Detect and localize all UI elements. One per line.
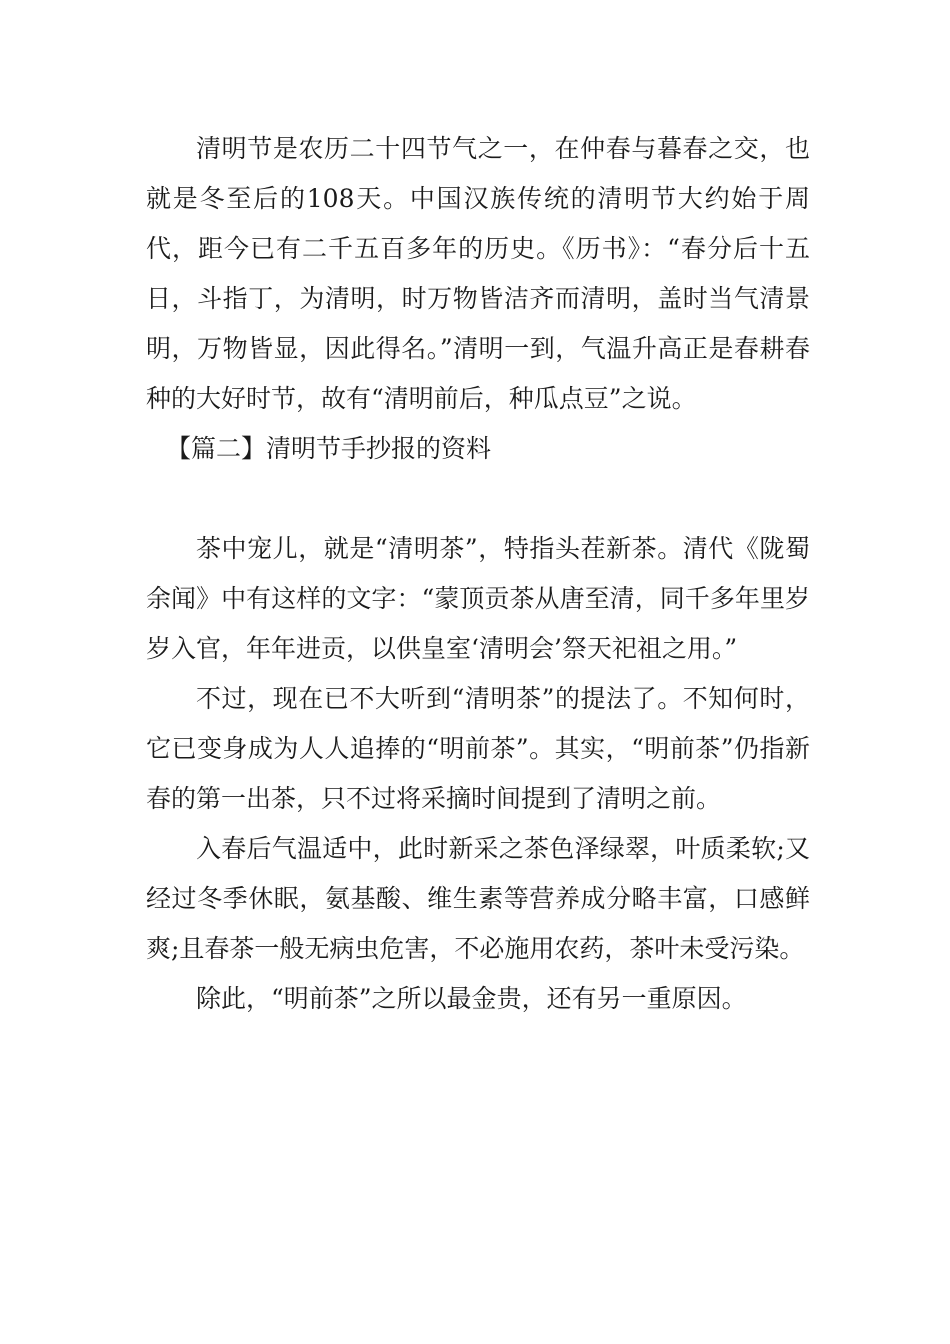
body-paragraph: 不过，现在已不大听到“清明茶”的提法了。不知何时，它已变身成为人人追捧的“明前茶”。其实，“明前茶”仍指新春的第一出茶，只不过将采摘时间提到了清明之前。	[146, 684, 810, 813]
section-heading: 【篇二】清明节手抄报的资料	[166, 434, 492, 463]
document-body	[146, 124, 810, 1024]
body-paragraph: 茶中宠儿，就是“清明茶”，特指头茬新茶。清代《陇蜀余闻》中有这样的文字：“蒙顶贡茶从唐至清，同千多年里岁岁入官，年年进贡，以供皇室‘清明会’祭天祀祖之用。”	[146, 534, 810, 663]
blank-line	[146, 474, 810, 524]
intro-paragraph: 清明节是农历二十四节气之一，在仲春与暮春之交，也就是冬至后的108天。中国汉族传统的清明节大约始于周代，距今已有二千五百多年的历史。《历书》：“春分后十五日，斗指丁，为清明，时万物皆洁齐而清明，盖时当气清景明，万物皆显，因此得名。”清明一到，气温升高正是春耕春种的大好时节，故有“清明前后，种瓜点豆”之说。	[146, 134, 810, 413]
body-paragraph: 除此，“明前茶”之所以最金贵，还有另一重原因。	[196, 984, 747, 1013]
body-paragraph: 入春后气温适中，此时新采之茶色泽绿翠，叶质柔软;又经过冬季休眠，氨基酸、维生素等营养成分略丰富，口感鲜爽;且春茶一般无病虫危害，不必施用农药，茶叶未受污染。	[146, 834, 810, 963]
